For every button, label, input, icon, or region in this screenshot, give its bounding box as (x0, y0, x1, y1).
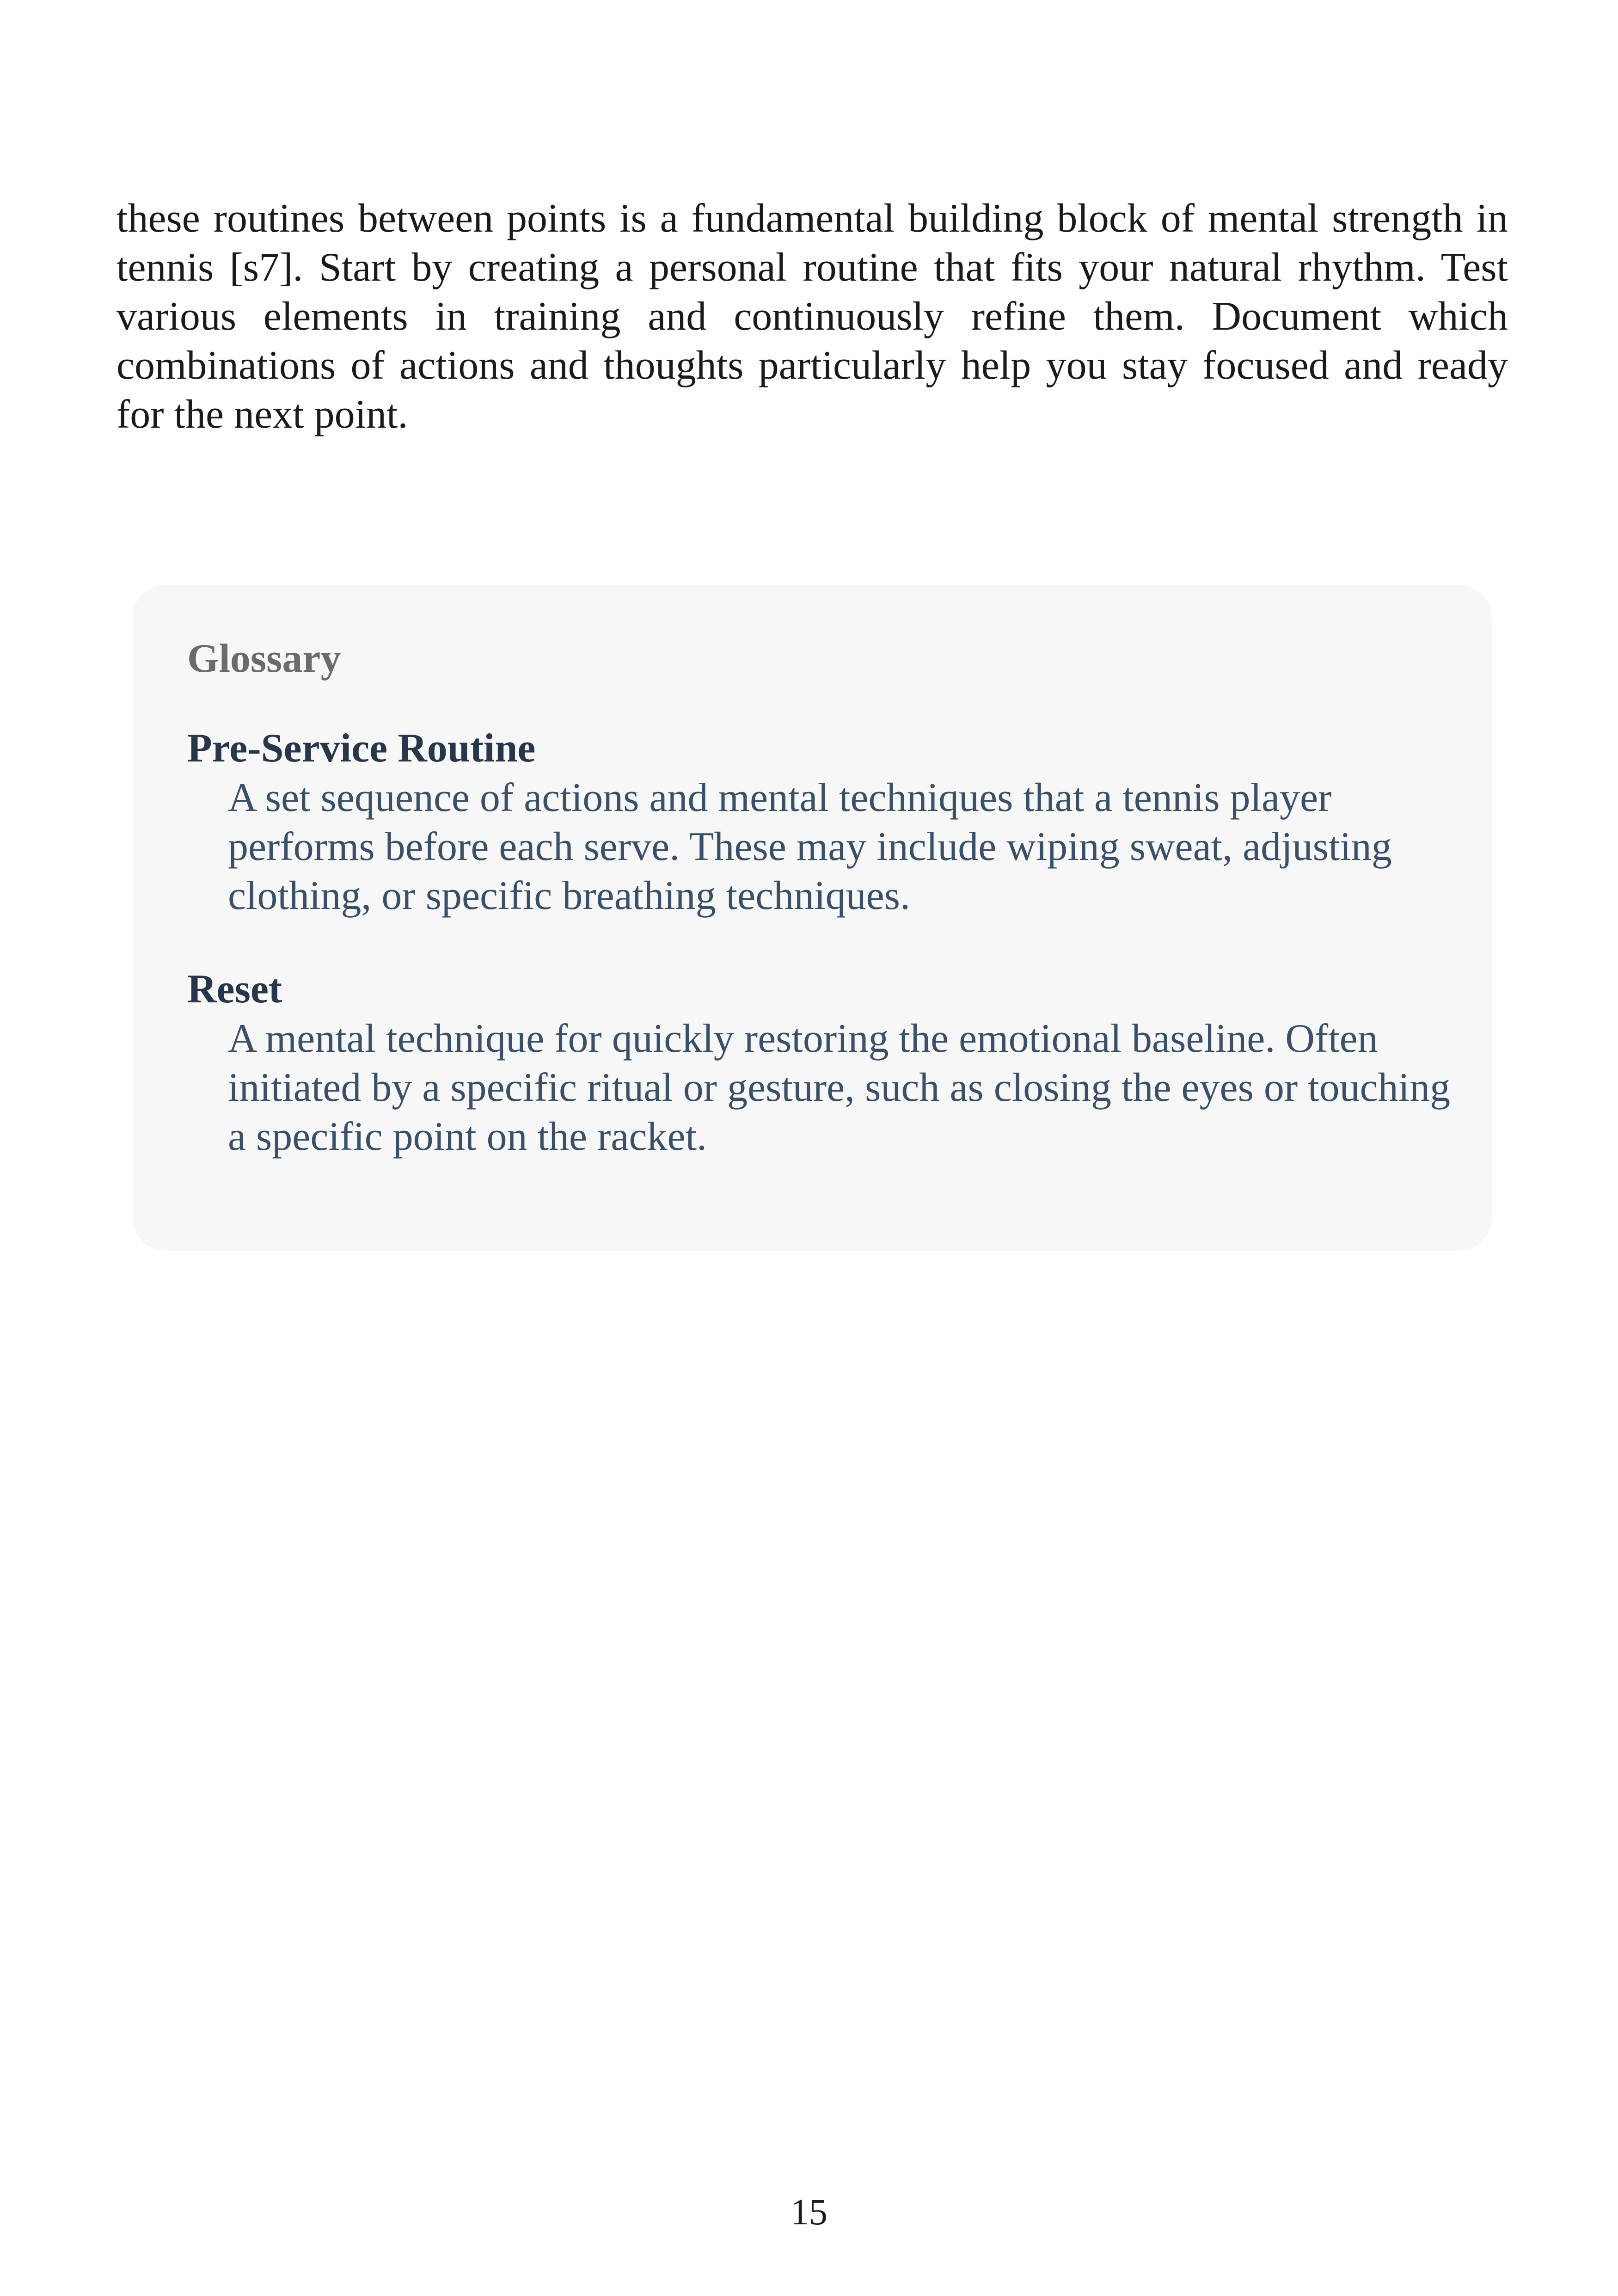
glossary-title: Glossary (187, 636, 341, 681)
page-number: 15 (791, 2192, 827, 2233)
body-paragraph: these routines between points is a fundamental building block of mental strength in tennis [s7]. Start by creating a personal routine that fits your natural rhythm. Test various elements in training and continuously refine them. Document which combinations of actions and thoughts particularly help you stay focused and ready for the next point. (116, 196, 1508, 437)
glossary-definition: A set sequence of actions and mental techniques that a tennis player performs before each serve. These may include wiping sweat, adjusting clothing, or specific breathing techniques. (228, 775, 1392, 918)
glossary-entry-reset (187, 964, 1492, 1161)
glossary-box (133, 585, 1492, 1251)
glossary-entry-pre-service-routine (187, 724, 1492, 921)
glossary-term: Reset (187, 967, 282, 1012)
glossary-definition: A mental technique for quickly restoring the emotional baseline. Often initiated by a specific ritual or gesture, such as closing the eyes or touching a specific point on the racket. (228, 1016, 1451, 1159)
glossary-term: Pre-Service Routine (187, 726, 536, 771)
